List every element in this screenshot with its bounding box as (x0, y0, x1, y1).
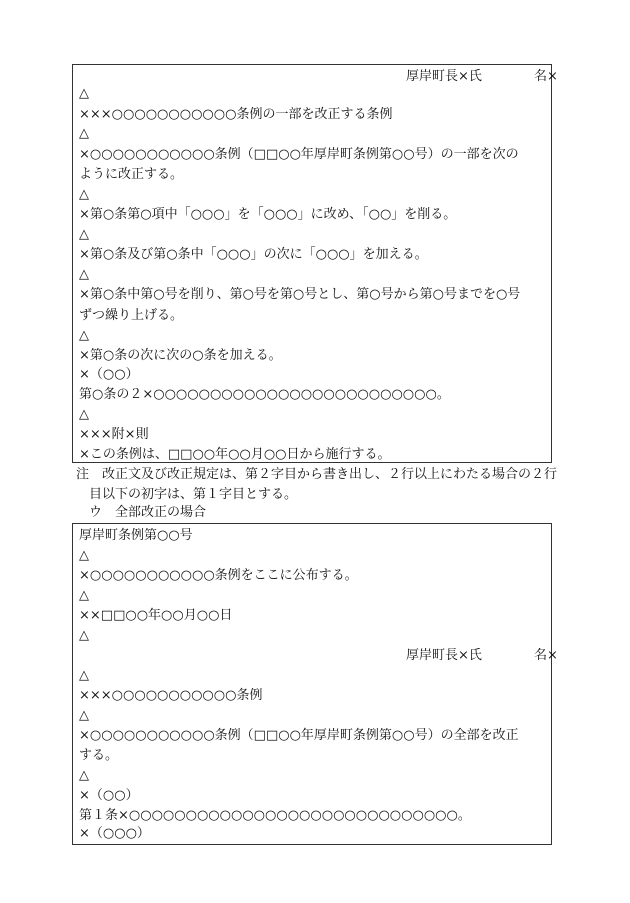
doc-line: △ (79, 126, 89, 141)
doc-line: △ (79, 267, 89, 282)
doc-line: △ (79, 768, 89, 783)
section-heading: ウ 全部改正の場合 (76, 505, 207, 520)
doc-line: ×第○条の次に次の○条を加える。 (79, 348, 282, 363)
doc-line: ×第○条及び第○条中「○○○」の次に「○○○」を加える。 (79, 247, 428, 262)
doc-line: ×○○○○○○○○○○○条例をここに公布する。 (79, 568, 358, 583)
ordinance-title: ×××○○○○○○○○○○○条例 (79, 688, 263, 703)
doc-line: △ (79, 187, 89, 202)
doc-line: ×この条例は、□□○○年○○月○○日から施行する。 (79, 447, 391, 462)
mayor-title-name: 厚岸町長×氏 (406, 648, 482, 663)
doc-line: △ (79, 708, 89, 723)
mayor-given-name: 名× (534, 648, 558, 663)
doc-line: △ (79, 628, 89, 643)
doc-line: △ (79, 588, 89, 603)
supplementary-provisions-heading: ×××附×則 (79, 427, 149, 442)
doc-line: ×（○○） (79, 367, 139, 382)
mayor-given-name: 名× (534, 69, 558, 84)
doc-line: ずつ繰り上げる。 (79, 308, 184, 323)
doc-line: △ (79, 407, 89, 422)
doc-line: する。 (79, 748, 119, 763)
doc-line: △ (79, 86, 89, 101)
full-revision-ordinance-box (72, 523, 558, 845)
doc-line: ×（○○○） (79, 826, 150, 841)
doc-line: ように改正する。 (79, 167, 184, 182)
doc-line: ×第○条第○項中「○○○」を「○○○」に改め、「○○」を削る。 (79, 207, 457, 222)
ordinance-title: ×××○○○○○○○○○○○条例の一部を改正する条例 (79, 107, 393, 122)
ordinance-number: 厚岸町条例第○○号 (79, 528, 193, 543)
note-line-1: 注 改正文及び改正規定は、第２字目から書き出し、２行以上にわたる場合の２行 (76, 467, 558, 482)
doc-line: 第１条×○○○○○○○○○○○○○○○○○○○○○○○○○○○○○。 (79, 808, 471, 823)
doc-line: ×（○○） (79, 788, 139, 803)
doc-line: △ (79, 328, 89, 343)
doc-line: △ (79, 668, 89, 683)
note-line-2: 目以下の初字は、第１字目とする。 (76, 487, 298, 502)
amendment-ordinance-box (72, 64, 558, 463)
promulgation-date: ××□□○○年○○月○○日 (79, 608, 233, 623)
doc-line: 第○条の２×○○○○○○○○○○○○○○○○○○○○○○○○○。 (79, 387, 450, 402)
mayor-signature-line (79, 646, 558, 666)
doc-line: ×第○条中第○号を削り、第○号を第○号とし、第○号から第○号までを○号 (79, 287, 521, 302)
doc-line: ×○○○○○○○○○○○条例（□□○○年厚岸町条例第○○号）の一部を次の (79, 147, 519, 162)
doc-line: ×○○○○○○○○○○○条例（□□○○年厚岸町条例第○○号）の全部を改正 (79, 728, 519, 743)
doc-line: △ (79, 227, 89, 242)
doc-line: △ (79, 548, 89, 563)
mayor-title-name: 厚岸町長×氏 (406, 69, 482, 84)
